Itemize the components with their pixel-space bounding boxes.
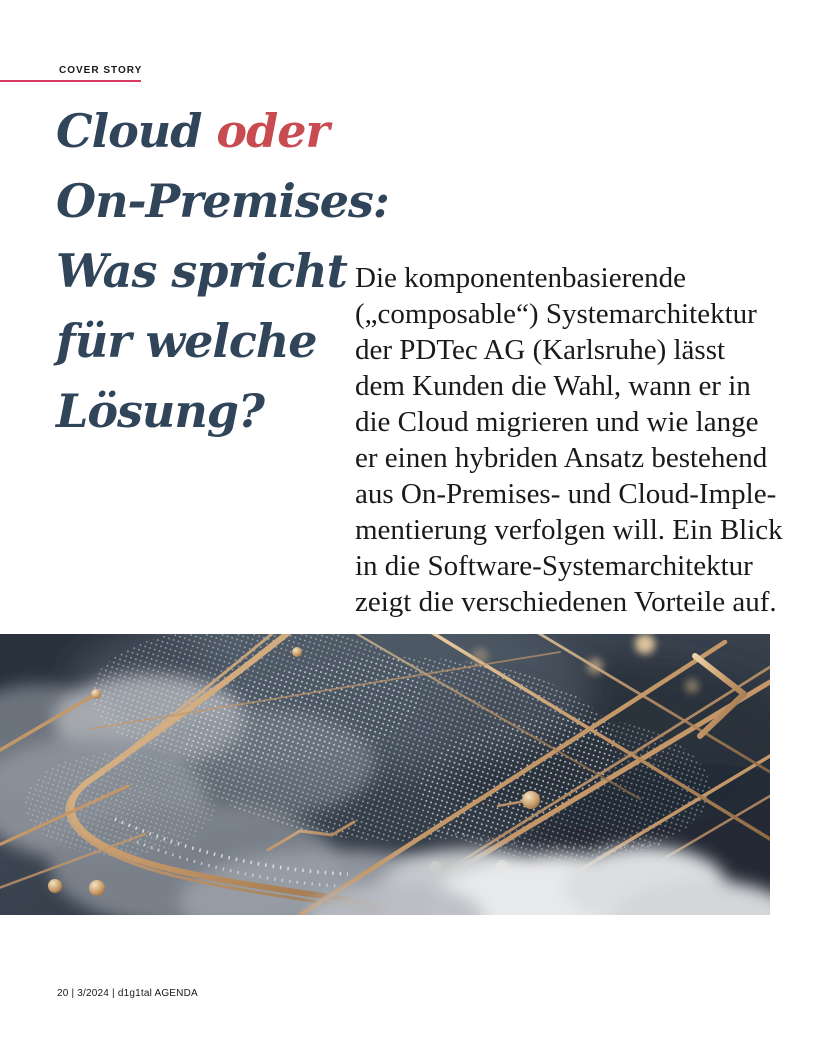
lead-line: dem Kunden die Wahl, wann er in	[355, 370, 751, 402]
headline-word-cloud: Cloud	[56, 104, 202, 158]
lead-line: in die Software-Systemarchitektur	[355, 550, 753, 582]
section-rule	[0, 80, 141, 82]
headline-line-1	[56, 96, 366, 166]
page-footer: 20 | 3/2024 | d1g1tal AGENDA	[57, 988, 198, 999]
section-label: COVER STORY	[59, 65, 143, 76]
lead-line: zeigt die verschiedenen Vorteile auf.	[355, 586, 777, 618]
lead-line: die Cloud migrieren und wie lange	[355, 406, 759, 438]
lead-line: er einen hybriden Ansatz bestehend	[355, 442, 768, 474]
headline-line-3: Was spricht	[56, 244, 347, 298]
hero-illustration	[0, 634, 770, 915]
lead-line: mentierung verfolgen will. Ein Blick	[355, 514, 783, 546]
headline-line-2: On-Premises:	[56, 174, 389, 228]
hero-image	[0, 634, 770, 915]
headline-line-5: Lösung?	[56, 384, 264, 438]
lead-line: der PDTec AG (Karlsruhe) lässt	[355, 334, 726, 366]
lead-line: Die komponentenbasierende	[355, 262, 686, 294]
article-lead	[355, 260, 783, 620]
headline-line-4: für welche	[56, 314, 317, 368]
lead-line: aus On-Premises- und Cloud-Imple-	[355, 478, 777, 510]
lead-line: („composable“) Systemarchitektur	[355, 298, 757, 330]
headline-word-oder: oder	[216, 104, 329, 158]
article-title	[56, 96, 389, 446]
